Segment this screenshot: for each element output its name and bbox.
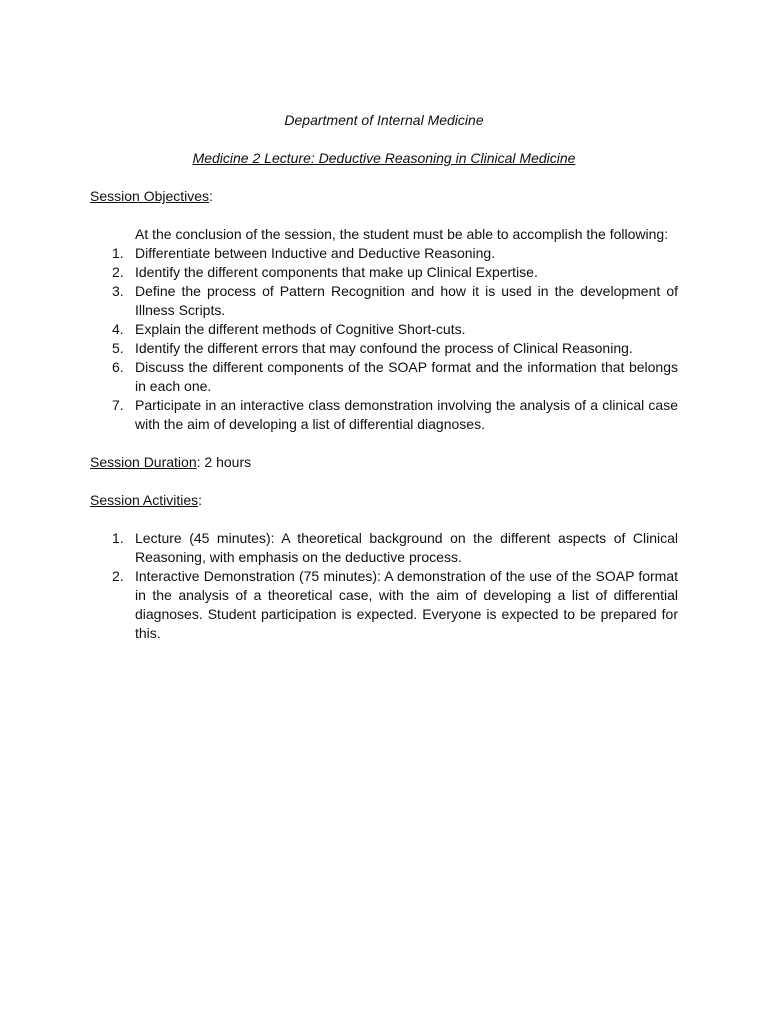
objectives-heading — [90, 187, 678, 206]
duration-value: : 2 hours — [196, 454, 252, 470]
list-item — [90, 263, 678, 282]
objectives-intro: At the conclusion of the session, the student must be able to accomplish the following: — [135, 226, 669, 242]
list-item-text: Explain the different methods of Cognitive Short-cuts. — [135, 321, 466, 337]
document-page — [90, 111, 678, 643]
list-item — [90, 567, 678, 643]
lecture-title: Medicine 2 Lecture: Deductive Reasoning in Clinical Medicine — [192, 150, 576, 166]
list-item-number: 4. — [112, 321, 124, 337]
objectives-title: Session Objectives — [90, 188, 210, 204]
list-item-text: Interactive Demonstration (75 minutes): A demonstration of the use of the SOAP format in the analysis of a theoretical case, with the aim of developing a list of differential diagnoses. Student participation is expected. Everyone is expected to be prepared for this. — [135, 568, 678, 641]
list-item-text: Differentiate between Inductive and Deductive Reasoning. — [135, 245, 496, 261]
list-item — [90, 339, 678, 358]
activities-title: Session Activities — [90, 492, 199, 508]
list-item-text: Define the process of Pattern Recognition and how it is used in the development of Illness Scripts. — [135, 283, 678, 318]
list-item — [90, 396, 678, 434]
list-item — [90, 282, 678, 320]
list-item-number: 1. — [112, 530, 124, 546]
list-item — [90, 244, 678, 263]
list-item — [90, 320, 678, 339]
list-item-number: 5. — [112, 340, 124, 356]
list-item-text: Participate in an interactive class demonstration involving the analysis of a clinical case with the aim of developing a list of differential diagnoses. — [135, 397, 678, 432]
list-item-text: Lecture (45 minutes): A theoretical background on the different aspects of Clinical Reasoning, with emphasis on the deductive process. — [135, 530, 678, 565]
list-item-text: Discuss the different components of the SOAP format and the information that belongs in each one. — [135, 359, 678, 394]
list-item-number: 1. — [112, 245, 124, 261]
activities-list — [90, 529, 678, 643]
list-item-number: 6. — [112, 359, 124, 375]
activities-heading — [90, 491, 678, 510]
activities-title-colon: : — [198, 492, 203, 508]
department-heading: Department of Internal Medicine — [284, 112, 484, 128]
list-item — [90, 358, 678, 396]
objectives-list — [90, 244, 678, 434]
duration-label: Session Duration — [90, 454, 197, 470]
list-item-number: 2. — [112, 568, 124, 584]
list-item-text: Identify the different errors that may confound the process of Clinical Reasoning. — [135, 340, 633, 356]
session-duration — [90, 453, 678, 472]
list-item — [90, 529, 678, 567]
list-item-text: Identify the different components that make up Clinical Expertise. — [135, 264, 538, 280]
list-item-number: 2. — [112, 264, 124, 280]
list-item-number: 7. — [112, 397, 124, 413]
list-item-number: 3. — [112, 283, 124, 299]
objectives-title-colon: : — [209, 188, 213, 204]
